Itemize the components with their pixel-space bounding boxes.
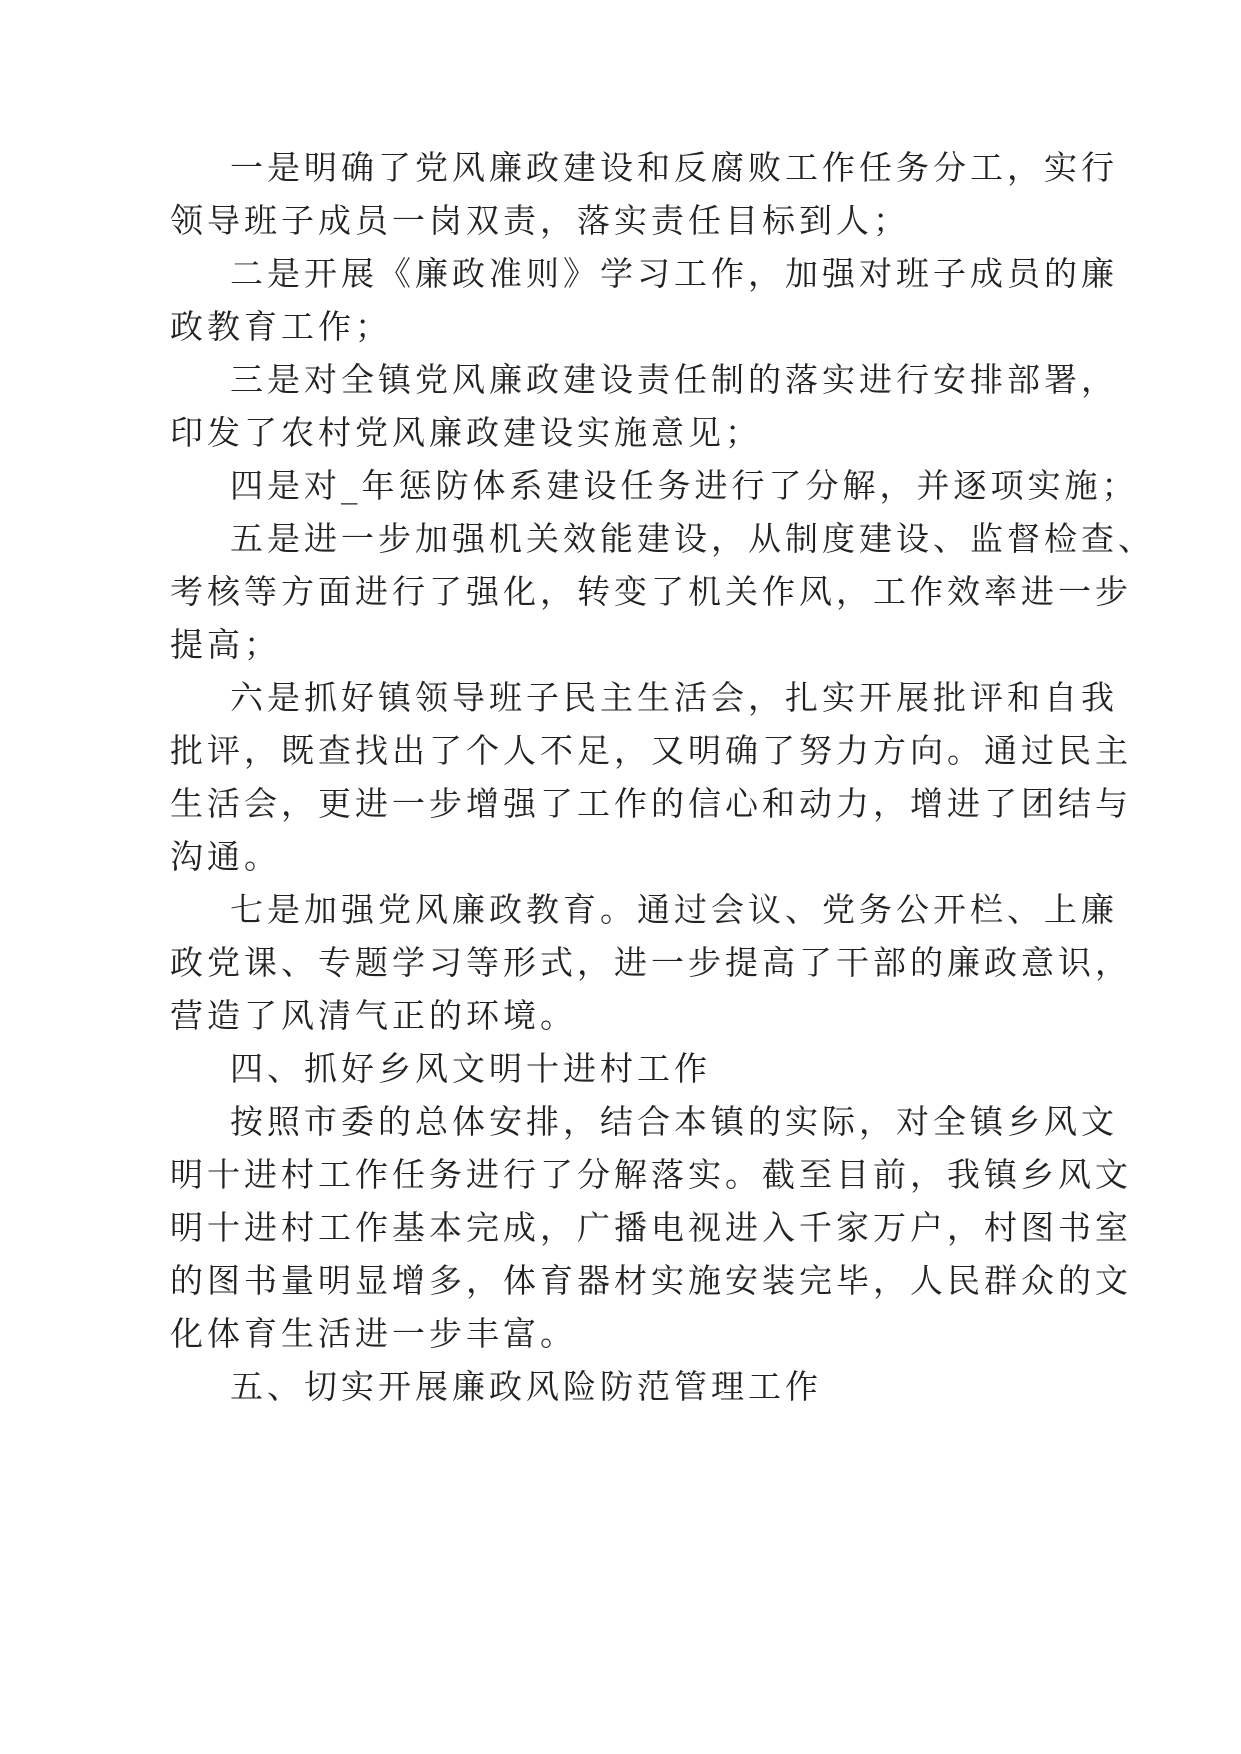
text-line: 考核等方面进行了强化，转变了机关作风，工作效率进一步 xyxy=(170,572,1132,611)
text-line: 明十进村工作基本完成，广播电视进入千家万户，村图书室 xyxy=(170,1208,1132,1247)
text-line: 印发了农村党风廉政建设实施意见； xyxy=(170,413,762,452)
text-line: 三是对全镇党风廉政建设责任制的落实进行安排部署， xyxy=(230,360,1118,399)
text-line: 六是抓好镇领导班子民主生活会，扎实开展批评和自我 xyxy=(230,678,1118,717)
text-line: 的图书量明显增多，体育器材实施安装完毕，人民群众的文 xyxy=(170,1261,1132,1300)
section-heading: 四、抓好乡风文明十进村工作 xyxy=(230,1049,711,1088)
text-line: 生活会，更进一步增强了工作的信心和动力，增进了团结与 xyxy=(170,784,1132,823)
text-line: 营造了风清气正的环境。 xyxy=(170,996,577,1035)
text-line: 批评，既查找出了个人不足，又明确了努力方向。通过民主 xyxy=(170,731,1132,770)
text-line: 政党课、专题学习等形式，进一步提高了干部的廉政意识， xyxy=(170,943,1132,982)
text-line: 化体育生活进一步丰富。 xyxy=(170,1314,577,1353)
section-heading: 五、切实开展廉政风险防范管理工作 xyxy=(230,1367,822,1406)
text-line: 一是明确了党风廉政建设和反腐败工作任务分工，实行 xyxy=(230,148,1118,187)
text-line: 四是对_年惩防体系建设任务进行了分解，并逐项实施； xyxy=(230,466,1139,505)
text-line: 按照市委的总体安排，结合本镇的实际，对全镇乡风文 xyxy=(230,1102,1118,1141)
text-line: 领导班子成员一岗双责，落实责任目标到人； xyxy=(170,201,910,240)
text-line: 二是开展《廉政准则》学习工作，加强对班子成员的廉 xyxy=(230,254,1118,293)
text-line: 沟通。 xyxy=(170,837,281,876)
text-line: 五是进一步加强机关效能建设，从制度建设、监督检查、 xyxy=(230,519,1155,558)
text-line: 七是加强党风廉政教育。通过会议、党务公开栏、上廉 xyxy=(230,890,1118,929)
text-line: 提高； xyxy=(170,625,281,664)
text-line: 明十进村工作任务进行了分解落实。截至目前，我镇乡风文 xyxy=(170,1155,1132,1194)
text-line: 政教育工作； xyxy=(170,307,392,346)
